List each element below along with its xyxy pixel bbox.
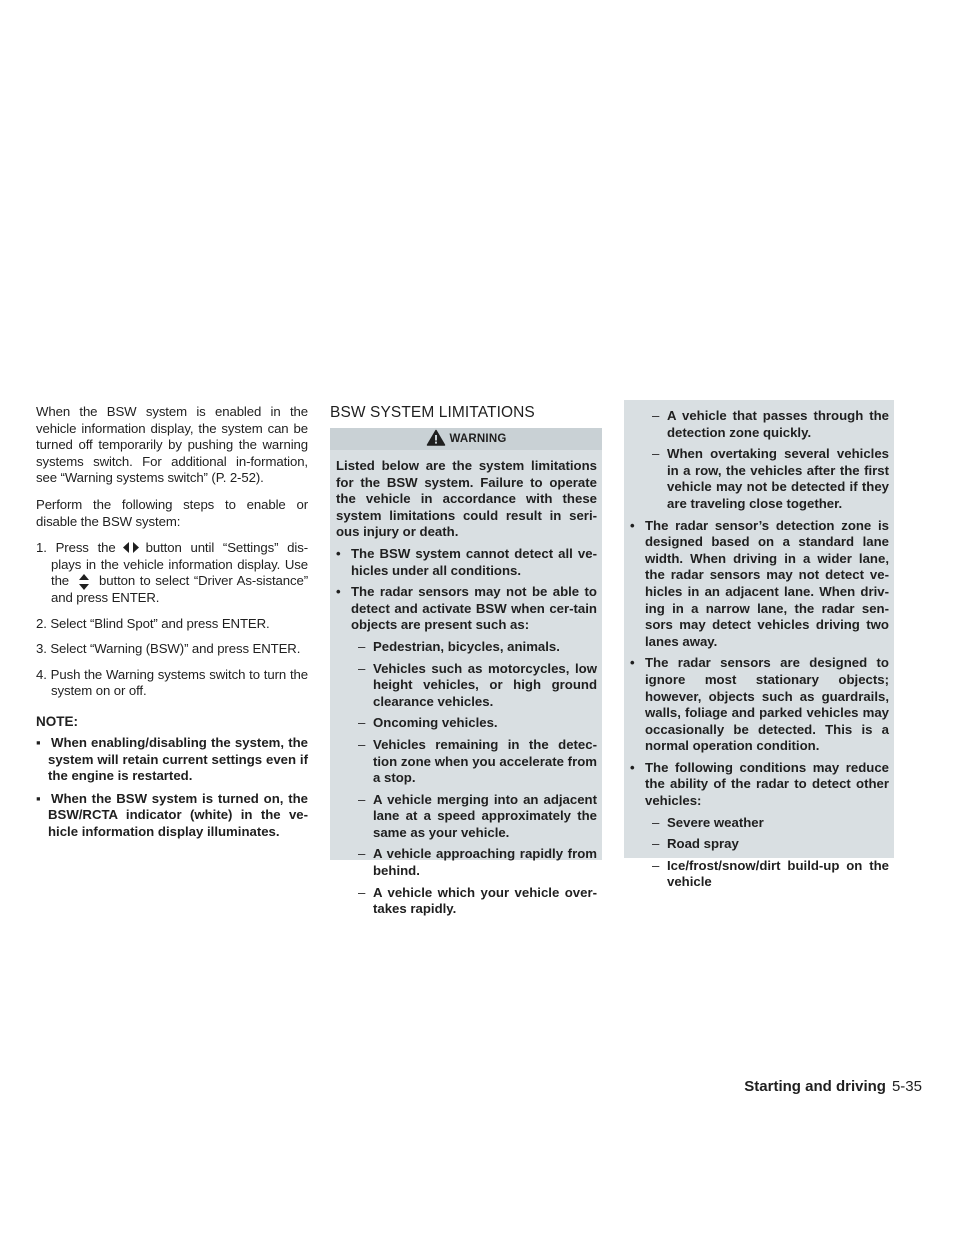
warning-subitem: – Vehicles such as motorcycles, low height vehicles, or high ground clearance vehicles. (358, 660, 597, 709)
warning-subitem: – A vehicle approaching rapidly from behind. (358, 846, 597, 879)
warning-subitem: – Severe weather (652, 814, 764, 830)
left-right-arrows-icon (116, 541, 146, 554)
warning-subitem: – Road spray (652, 836, 739, 852)
steps-intro-paragraph: Perform the following steps to enable or disable the BSW system: (36, 496, 308, 529)
step-3: 3. Select “Warning (BSW)” and press ENTER. (36, 641, 301, 657)
warning-subitem: – Ice/frost/snow/dirt build-up on the vehicle (652, 857, 889, 890)
warning-bullet: • The BSW system cannot detect all ve-hicles under all conditions. (336, 545, 597, 578)
warning-subitem: – Oncoming vehicles. (358, 715, 498, 731)
step-4: 4. Push the Warning systems switch to turn the system on or off. (36, 666, 308, 699)
right-column (624, 404, 894, 890)
warning-subitem: – Pedestrian, bicycles, animals. (358, 638, 560, 654)
warning-box-continued (624, 400, 894, 890)
warning-subitem: – When overtaking several vehicles in a row, the vehicles after the first vehicle may not be detected if they are traveling close together. (652, 446, 889, 511)
step-2: 2. Select “Blind Spot” and press ENTER. (36, 615, 270, 631)
warning-bullet: • The radar sensor’s detection zone is designed based on a standard lane width. When driving in a wider lane, the radar sensors may not detect ve-hicles in an adjacent lane. When driv-ing in a narrow lane, the radar sen-sors may detect vehicles driving two lanes away. (630, 517, 889, 649)
warning-bullet: • The radar sensors are designed to ignore most stationary objects; however, objects such as guardrails, walls, foliage and parked vehicles may occasionally be detected. This is a normal operation condition. (630, 655, 889, 754)
warning-bullet: • The radar sensors may not be able to detect and activate BSW when cer-tain objects are present such as: (336, 584, 597, 633)
warning-label: WARNING (449, 433, 507, 445)
warning-box (330, 428, 602, 917)
page-number: 5-35 (891, 1078, 922, 1095)
warning-subitem: – A vehicle which your vehicle over-takes rapidly. (358, 884, 597, 917)
page-footer (744, 1078, 922, 1095)
warning-header (330, 428, 602, 450)
section-title: BSW SYSTEM LIMITATIONS (330, 404, 535, 421)
intro-paragraph: When the BSW system is enabled in the vehicle information display, the system can be turned off temporarily by pushing the warning systems switch. For additional in-formation, see “Warning systems switch” (P. 2-52). (36, 404, 308, 486)
warning-subitem: – Vehicles remaining in the detec-tion zone when you accelerate from a stop. (358, 736, 597, 786)
note-item: ▪ When enabling/disabling the system, the system will retain current settings even if the engine is restarted. (36, 734, 308, 784)
middle-column (330, 404, 602, 917)
warning-intro: Listed below are the system limitations for the BSW system. Failure to operate the vehicle in accordance with these system limitations could result in seri-ous injury or death. (336, 458, 597, 540)
note-item: ▪ When the BSW system is turned on, the BSW/RCTA indicator (white) in the ve-hicle information display illuminates. (36, 790, 308, 839)
up-down-arrows-icon (69, 574, 99, 587)
warning-triangle-icon (426, 429, 446, 449)
note-heading: NOTE: (36, 713, 78, 729)
warning-subitem: – A vehicle merging into an adjacent lane at a speed approximately the same as your vehicle. (358, 791, 597, 840)
left-column (36, 404, 308, 846)
step-1: 1. Press the button until “Settings” dis-plays in the vehicle information display. Use the button to select “Driver As-sistance” and press ENTER. (36, 540, 308, 605)
warning-subitem: – A vehicle that passes through the detection zone quickly. (652, 408, 889, 440)
warning-bullet: • The following conditions may reduce the ability of the radar to detect other vehicles: (630, 759, 889, 809)
footer-section-name: Starting and driving (744, 1078, 886, 1095)
